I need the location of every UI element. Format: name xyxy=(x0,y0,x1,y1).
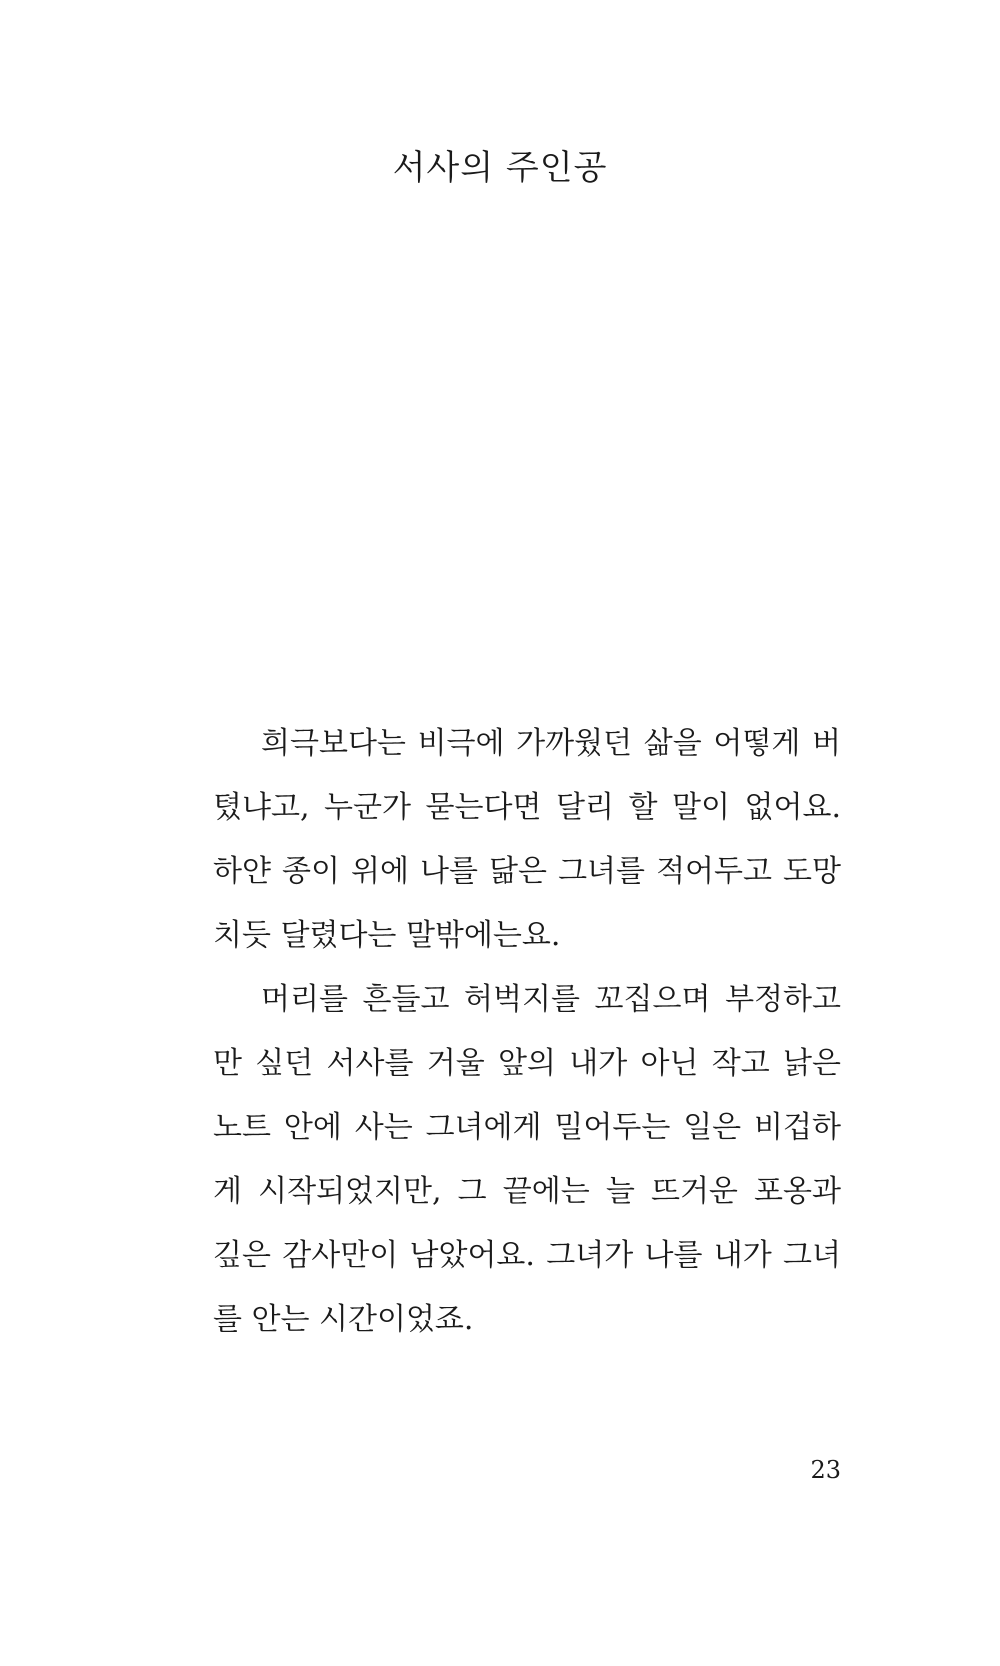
text-line: 머리를 흔들고 허벅지를 꼬집으며 부정하고 xyxy=(261,982,841,1017)
text-line: 게 시작되었지만, 그 끝에는 늘 뜨거운 포옹과 xyxy=(213,1174,841,1209)
text-line: 를 안는 시간이었죠. xyxy=(213,1302,474,1337)
paragraph-2 xyxy=(213,968,841,1352)
text-line: 치듯 달렸다는 말밖에는요. xyxy=(213,918,561,953)
text-line: 노트 안에 사는 그녀에게 밀어두는 일은 비겁하 xyxy=(213,1110,841,1145)
chapter-title: 서사의 주인공 xyxy=(392,148,608,188)
text-line: 하얀 종이 위에 나를 닮은 그녀를 적어두고 도망 xyxy=(213,854,841,889)
text-line: 만 싶던 서사를 거울 앞의 내가 아닌 작고 낡은 xyxy=(213,1046,841,1081)
text-line: 텼냐고, 누군가 묻는다면 달리 할 말이 없어요. xyxy=(213,790,841,825)
body-text xyxy=(213,712,841,1352)
page-number: 23 xyxy=(810,1456,841,1484)
text-line: 깊은 감사만이 남았어요. 그녀가 나를 내가 그녀 xyxy=(213,1238,841,1273)
text-line: 희극보다는 비극에 가까웠던 삶을 어떻게 버 xyxy=(261,726,841,761)
paragraph-1 xyxy=(213,712,841,968)
